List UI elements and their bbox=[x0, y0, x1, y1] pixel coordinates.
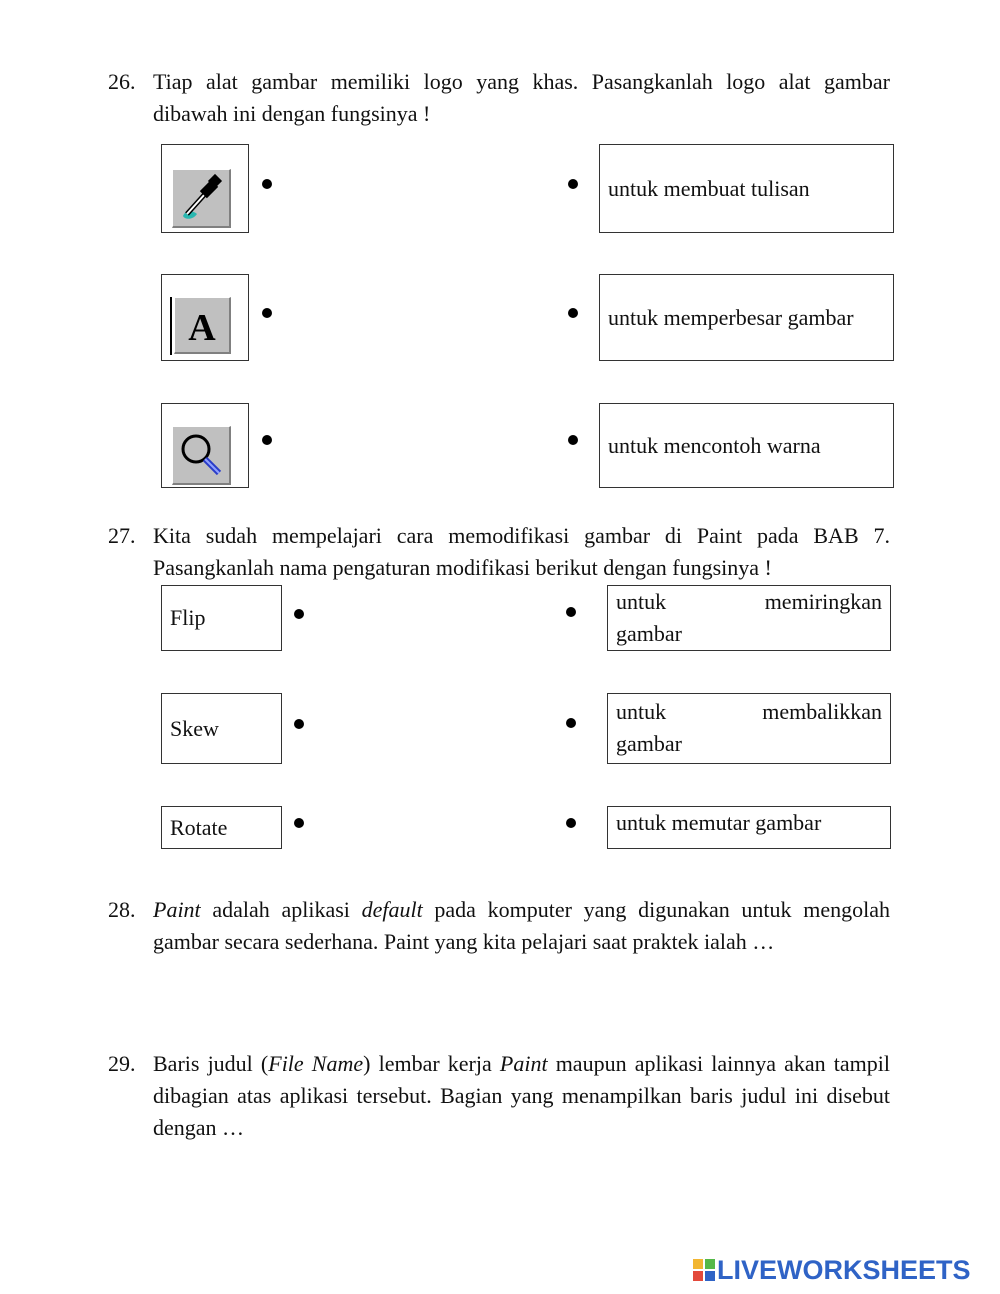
term-text: Flip bbox=[170, 605, 206, 630]
italic-word: Paint bbox=[153, 897, 201, 922]
question-29 bbox=[108, 1048, 890, 1144]
answer-box bbox=[607, 806, 891, 849]
magnifier-tool-box bbox=[161, 403, 249, 488]
svg-text:A: A bbox=[188, 307, 216, 349]
text-cursor-bar bbox=[170, 297, 172, 355]
text-segment: ) lembar kerja bbox=[363, 1051, 500, 1076]
question-26 bbox=[108, 66, 890, 130]
match-dot-left[interactable] bbox=[262, 179, 272, 189]
text-segment: Baris judul ( bbox=[153, 1051, 269, 1076]
answer-box bbox=[599, 403, 894, 488]
term-box-rotate bbox=[161, 806, 282, 849]
italic-word: File Name bbox=[268, 1051, 364, 1076]
brand-text: LIVEWORKSHEETS bbox=[717, 1255, 971, 1285]
answer-box bbox=[607, 693, 891, 764]
question-number: 28. bbox=[108, 897, 136, 922]
answer-text-line1: untuk membalikkan bbox=[616, 699, 882, 724]
eyedropper-icon bbox=[172, 169, 231, 228]
italic-word: Paint bbox=[499, 1051, 548, 1076]
term-text: Rotate bbox=[170, 814, 228, 840]
match-dot-right[interactable] bbox=[568, 308, 578, 318]
answer-text-line1: untuk memiringkan bbox=[616, 589, 882, 614]
liveworksheets-logo bbox=[693, 1255, 993, 1285]
text-tool-icon bbox=[174, 297, 231, 354]
answer-text-line2: gambar bbox=[616, 621, 682, 646]
question-28 bbox=[108, 894, 890, 958]
match-dot-left[interactable] bbox=[262, 308, 272, 318]
match-dot-left[interactable] bbox=[294, 719, 304, 729]
answer-text: untuk mencontoh warna bbox=[608, 432, 821, 458]
magnifier-icon bbox=[172, 426, 231, 485]
question-text: Tiap alat gambar memiliki logo yang khas. Pasangkanlah logo alat gambar dibawah ini dengan fungsinya ! bbox=[153, 69, 890, 126]
answer-box bbox=[599, 144, 894, 233]
answer-box bbox=[599, 274, 894, 361]
answer-box bbox=[607, 585, 891, 651]
match-dot-right[interactable] bbox=[568, 435, 578, 445]
match-dot-left[interactable] bbox=[262, 435, 272, 445]
match-dot-right[interactable] bbox=[568, 179, 578, 189]
match-dot-right[interactable] bbox=[566, 818, 576, 828]
text-tool-box bbox=[161, 274, 249, 361]
answer-text: untuk membuat tulisan bbox=[608, 175, 810, 201]
answer-text-line2: gambar bbox=[616, 731, 682, 756]
question-number: 26. bbox=[108, 69, 136, 94]
term-box-skew bbox=[161, 693, 282, 764]
answer-text-line1: untuk memutar gambar bbox=[616, 810, 822, 835]
answer-text: untuk memperbesar gambar bbox=[608, 304, 854, 330]
term-text: Skew bbox=[170, 715, 219, 741]
match-dot-left[interactable] bbox=[294, 818, 304, 828]
liveworksheets-mark-icon bbox=[693, 1259, 715, 1281]
eyedropper-tool-box bbox=[161, 144, 249, 233]
question-number: 29. bbox=[108, 1051, 136, 1076]
italic-word: default bbox=[361, 897, 423, 922]
text-segment: pada komputer yang digunakan untuk mengolah gambar secara sederhana. Paint yang kita pelajari saat praktek ialah … bbox=[153, 897, 890, 954]
question-text: Kita sudah mempelajari cara memodifikasi gambar di Paint pada BAB 7. Pasangkanlah nama pengaturan modifikasi berikut dengan fungsinya ! bbox=[153, 523, 890, 580]
match-dot-right[interactable] bbox=[566, 718, 576, 728]
match-dot-right[interactable] bbox=[566, 607, 576, 617]
question-number: 27. bbox=[108, 523, 136, 548]
question-text bbox=[153, 894, 890, 958]
question-27 bbox=[108, 520, 890, 584]
text-segment: maupun aplikasi lainnya akan tampil dibagian atas aplikasi tersebut. Bagian yang menampilkan baris judul ini disebut dengan … bbox=[153, 1051, 890, 1140]
match-dot-left[interactable] bbox=[294, 609, 304, 619]
text-segment: adalah aplikasi bbox=[200, 897, 362, 922]
term-box-flip bbox=[161, 585, 282, 651]
question-text bbox=[153, 1048, 890, 1144]
